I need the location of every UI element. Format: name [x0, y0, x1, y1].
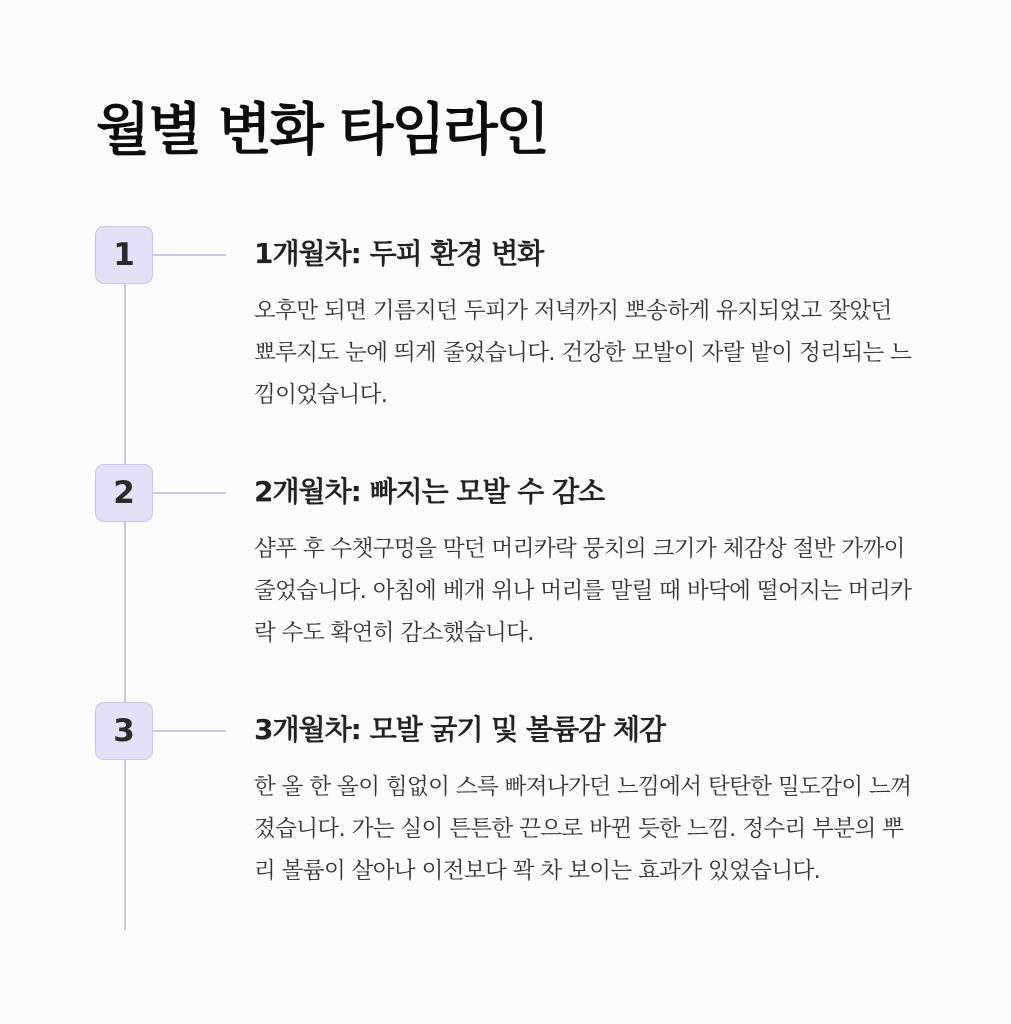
step-badge: 3	[95, 702, 153, 760]
item-heading: 1개월차: 두피 환경 변화	[254, 237, 544, 270]
item-heading: 3개월차: 모발 굵기 및 볼륨감 체감	[254, 713, 666, 746]
item-heading: 2개월차: 빠지는 모발 수 감소	[254, 475, 605, 508]
item-body: 샴푸 후 수챗구멍을 막던 머리카락 뭉치의 크기가 체감상 절반 가까이 줄었습니다. 아침에 베개 위나 머리를 말릴 때 바닥에 떨어지는 머리카락 수도 확연히 감소했습니다.	[254, 536, 912, 646]
timeline-rail	[124, 256, 126, 930]
connector-line	[153, 730, 226, 732]
page-title: 월별 변화 타임라인	[96, 98, 548, 163]
step-badge: 2	[95, 464, 153, 522]
item-body: 한 올 한 올이 힘없이 스륵 빠져나가던 느낌에서 탄탄한 밀도감이 느껴졌습니다. 가는 실이 튼튼한 끈으로 바뀐 듯한 느낌. 정수리 부분의 뿌리 볼륨이 살아나 이전보다 꽉 차 보이는 효과가 있었습니다.	[254, 774, 912, 884]
item-body: 오후만 되면 기름지던 두피가 저녁까지 뽀송하게 유지되었고 잦았던 뾰루지도 눈에 띄게 줄었습니다. 건강한 모발이 자랄 밭이 정리되는 느낌이었습니다.	[254, 298, 912, 408]
connector-line	[153, 254, 226, 256]
connector-line	[153, 492, 226, 494]
step-badge: 1	[95, 226, 153, 284]
